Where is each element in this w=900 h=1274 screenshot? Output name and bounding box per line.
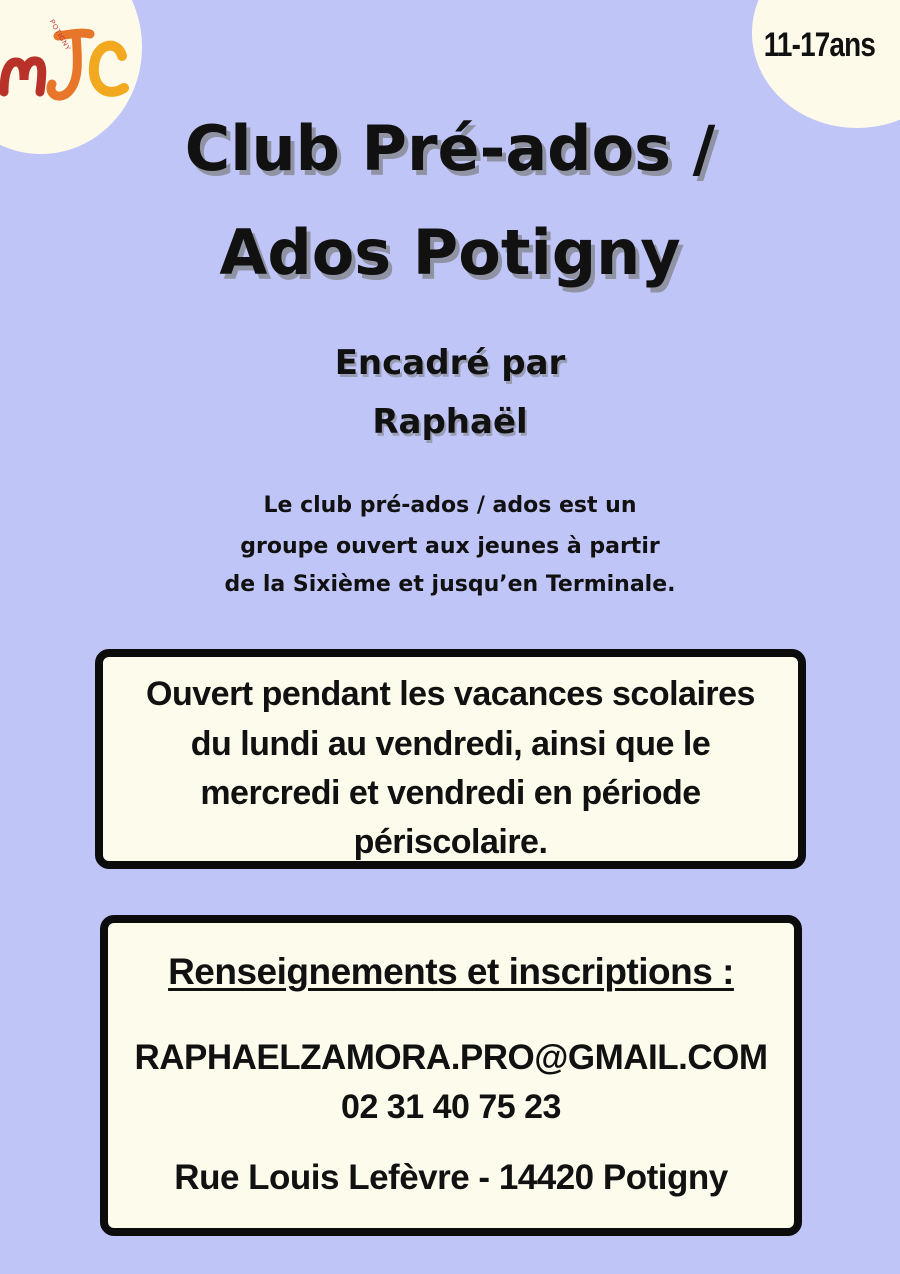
contact-email[interactable]: RAPHAELZAMORA.PRO@GMAIL.COM (134, 1038, 768, 1077)
supervised-line-1: Encadré par (334, 343, 566, 383)
contact-phone[interactable]: 02 31 40 75 23 (341, 1088, 561, 1126)
description-line-1: Le club pré-ados / ados est un (263, 493, 637, 518)
contact-address: Rue Louis Lefèvre - 14420 Potigny (174, 1158, 728, 1197)
opening-line-1: Ouvert pendant les vacances scolaires (146, 675, 755, 713)
contact-title: Renseignements et inscriptions : (168, 951, 734, 992)
description-line-3: de la Sixième et jusqu’en Terminale. (224, 572, 676, 597)
title-line-2: Ados Potigny (219, 216, 681, 289)
title-line-1: Club Pré-ados / (184, 112, 716, 185)
opening-line-2: du lundi au vendredi, ainsi que le (190, 725, 711, 763)
opening-line-3: mercredi et vendredi en période (200, 774, 701, 812)
supervised-line-2: Raphaël (372, 402, 528, 442)
mjc-logo (0, 14, 140, 114)
contact-box (100, 915, 802, 1236)
mjc-logo-graphic (0, 14, 140, 114)
opening-hours-box (95, 649, 806, 869)
opening-line-4: périscolaire. (353, 823, 548, 861)
description-line-2: groupe ouvert aux jeunes à partir (240, 534, 660, 559)
logo-small-text: POTIGNY (47, 18, 72, 53)
age-badge: 11-17ans (763, 26, 876, 64)
